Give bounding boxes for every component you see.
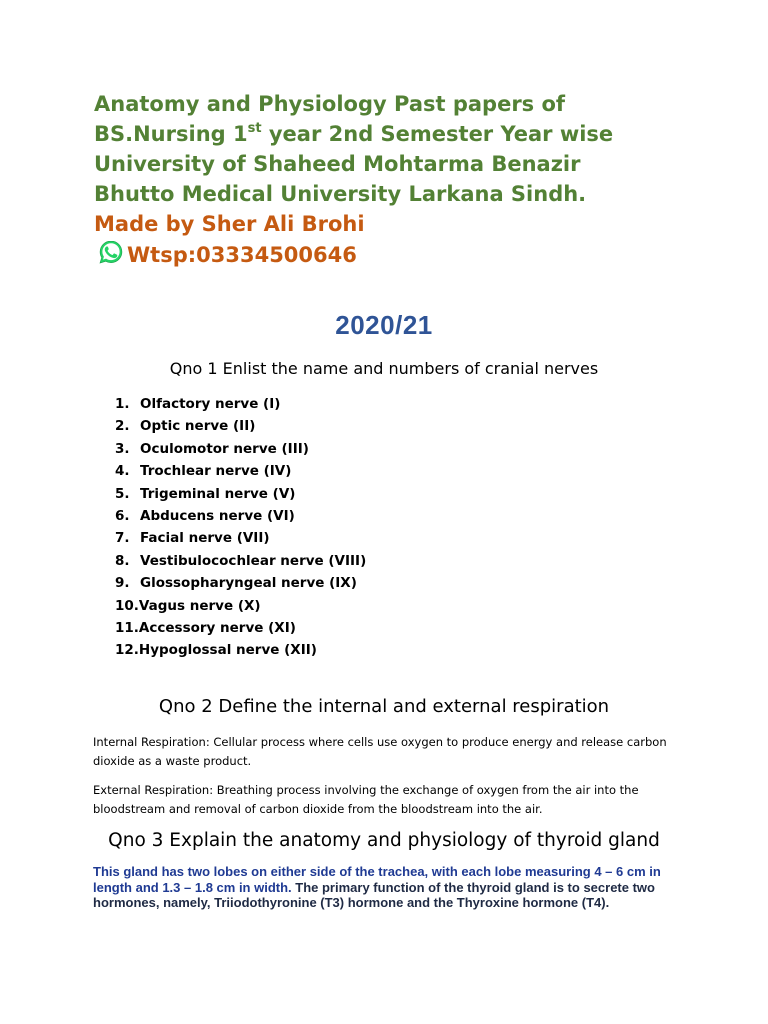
list-item-number: 12. <box>115 642 139 659</box>
list-item <box>115 415 366 437</box>
list-item-number: 9. <box>115 575 130 592</box>
list-item <box>115 483 366 505</box>
list-item-text: Facial nerve (VII) <box>140 530 270 547</box>
list-item <box>115 438 366 460</box>
cranial-nerve-list <box>115 393 366 662</box>
list-item-number: 10. <box>115 597 139 614</box>
list-item-number: 4. <box>115 463 130 480</box>
list-item-text: Abducens nerve (VI) <box>140 508 295 525</box>
list-item <box>115 505 366 527</box>
list-item-text: Optic nerve (II) <box>140 418 256 435</box>
list-item-text: Olfactory nerve (I) <box>140 396 281 412</box>
list-item <box>115 550 366 572</box>
question-2-heading: Qno 2 Define the internal and external respiration <box>158 696 610 717</box>
title-line-4: Bhutto Medical University Larkana Sindh. <box>94 182 587 206</box>
list-item-text: Glossopharyngeal nerve (IX) <box>140 575 357 592</box>
list-item-text: Trochlear nerve (IV) <box>140 463 292 480</box>
author-line: Made by Sher Ali Brohi <box>94 212 365 236</box>
document-header <box>94 89 734 270</box>
title-line-2 <box>94 119 734 149</box>
list-item-text: Vestibulocochlear nerve (VIII) <box>140 552 367 569</box>
title-line-2-rest: year 2nd Semester Year wise <box>268 122 614 146</box>
thyroid-answer-part-1: This gland has two lobes on either side of the trachea, with each lobe measuring 4 – 6 cm in length and 1.3 – 1.8 cm in width. <box>93 864 661 895</box>
list-item-number: 2. <box>115 418 130 435</box>
list-item <box>115 460 366 482</box>
list-item <box>115 617 366 639</box>
title-line-1: Anatomy and Physiology Past papers of <box>94 92 566 116</box>
list-item-number: 6. <box>115 508 130 525</box>
list-item-text: Hypoglossal nerve (XII) <box>138 642 317 659</box>
list-item-text: Accessory nerve (XI) <box>138 620 296 637</box>
thyroid-answer-paragraph <box>93 864 693 911</box>
internal-respiration-paragraph: Internal Respiration: Cellular process where cells use oxygen to produce energy and release carbon dioxide as a waste product. <box>93 735 667 768</box>
title-superscript: st <box>247 121 262 136</box>
exam-year-heading: 2020/21 <box>335 310 433 340</box>
list-item-number: 7. <box>115 530 130 547</box>
question-3-heading: Qno 3 Explain the anatomy and physiology of thyroid gland <box>108 830 660 851</box>
list-item-number: 3. <box>115 440 130 457</box>
list-item-number: 8. <box>115 552 130 569</box>
title-line-3: University of Shaheed Mohtarma Benazir <box>94 152 581 176</box>
list-item <box>115 393 366 415</box>
list-item-number: 1. <box>115 396 130 412</box>
list-item <box>115 572 366 594</box>
list-item-text: Oculomotor nerve (III) <box>140 440 309 457</box>
external-respiration-paragraph: External Respiration: Breathing process involving the exchange of oxygen from the air into the bloodstream and removal of carbon dioxide from the bloodstream into the air. <box>93 783 639 816</box>
whatsapp-row <box>98 240 734 270</box>
title-line-2-prefix: BS.Nursing 1 <box>94 122 248 146</box>
list-item <box>115 595 366 617</box>
list-item <box>115 527 366 549</box>
list-item-number: 5. <box>115 485 130 502</box>
thyroid-answer-part-2: The primary function of the thyroid gland is to secrete two hormones, namely, Triiodothyronine (T3) hormone and the Thyroxine hormone (T4). <box>93 879 655 910</box>
whatsapp-icon <box>98 239 124 265</box>
whatsapp-number: Wtsp:03334500646 <box>127 243 357 267</box>
question-1-heading: Qno 1 Enlist the name and numbers of cranial nerves <box>169 359 599 378</box>
list-item-text: Vagus nerve (X) <box>138 597 261 614</box>
list-item <box>115 639 366 661</box>
list-item-text: Trigeminal nerve (V) <box>140 485 296 502</box>
list-item-number: 11. <box>115 620 139 637</box>
